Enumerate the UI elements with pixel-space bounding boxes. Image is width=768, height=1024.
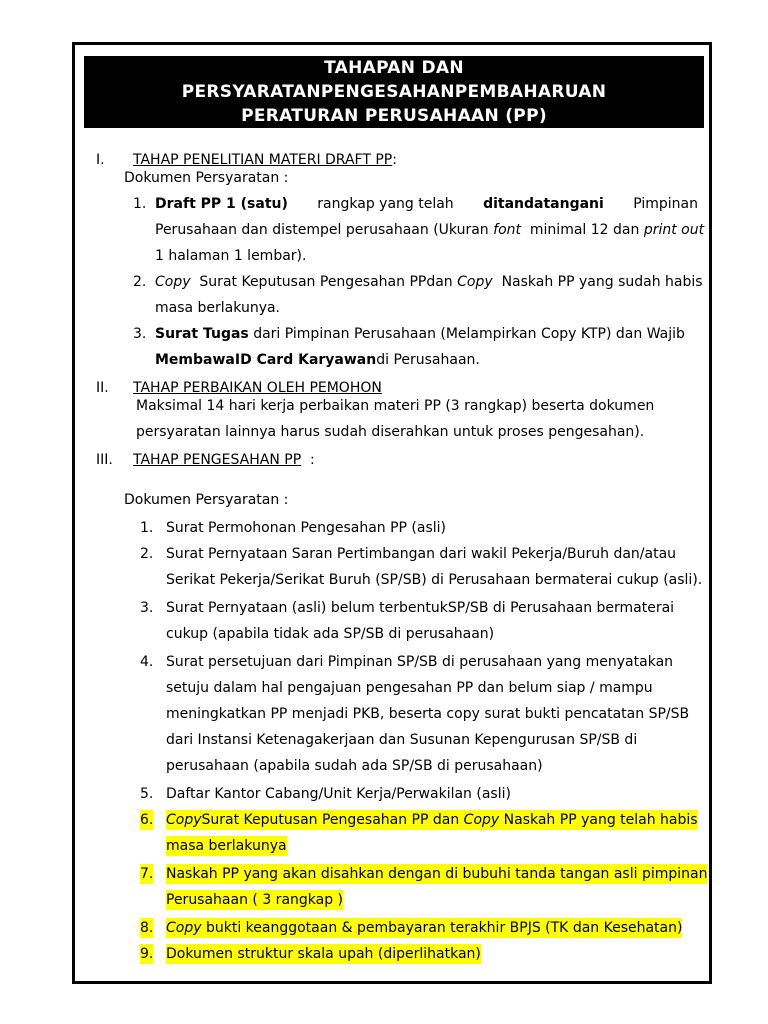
- s1-item-2-line-1: [155, 272, 703, 292]
- title-line-1: TAHAPAN DAN: [324, 58, 464, 78]
- s3-item-3-line-2: cukup (apabila tidak ada SP/SB di perusahaan): [166, 626, 495, 642]
- section-2-line-2: persyaratan lainnya harus sudah diserahkan untuk proses pengesahan).: [136, 424, 645, 440]
- s3-item-9-line-1: Dokumen struktur skala upah (diperlihatkan): [166, 946, 481, 962]
- section-1-heading-line: [133, 150, 397, 170]
- s1-item-3-line-2: [155, 350, 480, 370]
- copy-italic-5: Copy: [166, 920, 202, 936]
- section-2-heading: TAHAP PERBAIKAN OLEH PEMOHON: [133, 380, 382, 396]
- s3-item-4-line-1: Surat persetujuan dari Pimpinan SP/SB di perusahaan yang menyatakan: [166, 654, 674, 670]
- s3-item-6-number: 6.: [140, 812, 154, 828]
- copy-italic-2: Copy: [457, 274, 493, 290]
- s1-item-2-line-2: masa berlakunya.: [155, 300, 281, 316]
- s1-item-1-line-3: 1 halaman 1 lembar).: [155, 248, 307, 264]
- section-1-heading: TAHAP PENELITIAN MATERI DRAFT PP: [133, 152, 393, 168]
- s1-item-1-number: 1.: [133, 196, 147, 212]
- s3-item-6-text-2: Naskah PP yang telah habis: [503, 812, 698, 828]
- title-line-2: PERSYARATANPENGESAHANPEMBAHARUAN: [181, 82, 607, 102]
- print-out-italic: print out: [643, 222, 705, 238]
- s3-item-4-line-5: perusahaan (apabila sudah ada SP/SB di perusahaan): [166, 758, 543, 774]
- s3-item-7-line-1: Naskah PP yang akan disahkan dengan di bubuhi tanda tangan asli pimpinan: [166, 866, 708, 882]
- s3-item-4-line-4: dari Instansi Ketenagakerjaan dan Susunan Kepengurusan SP/SB di: [166, 732, 638, 748]
- s3-item-8-number: 8.: [140, 920, 154, 936]
- s1-item-3-line-1: [155, 324, 685, 344]
- section-1-colon: :: [392, 152, 397, 168]
- section-3-heading: TAHAP PENGESAHAN PP: [133, 452, 302, 468]
- title-line-3: PERATURAN PERUSAHAAN (PP): [241, 106, 547, 126]
- s3-item-4-line-3: meningkatkan PP menjadi PKB, beserta copy surat bukti pencatatan SP/SB: [166, 706, 690, 722]
- s3-item-9-number: 9.: [140, 946, 154, 962]
- s3-item-5-number: 5.: [140, 786, 154, 802]
- s3-item-6-text-1: Surat Keputusan Pengesahan PP dan: [201, 812, 460, 828]
- font-italic: font: [493, 222, 521, 238]
- s3-item-2-line-1: Surat Pernyataan Saran Pertimbangan dari wakil Pekerja/Buruh dan/atau: [166, 546, 677, 562]
- document-title: [84, 56, 704, 128]
- s3-item-8-text: bukti keanggotaan & pembayaran terakhir BPJS (TK dan Kesehatan): [205, 920, 683, 936]
- s3-item-5-line-1: Daftar Kantor Cabang/Unit Kerja/Perwakilan (asli): [166, 786, 511, 802]
- s1-item-3-number: 3.: [133, 326, 147, 342]
- s1-item-1-text-2: Pimpinan: [633, 196, 698, 212]
- s1-item-1-line-2: [155, 220, 704, 240]
- s3-item-4-line-2: setuju dalam hal pengajuan pengesahan PP dan belum siap / mampu: [166, 680, 653, 696]
- s1-item-1-bold-1: Draft PP 1 (satu): [155, 196, 288, 212]
- section-1-doc-label: Dokumen Persyaratan :: [124, 170, 289, 186]
- s1-item-3-text-2: di Perusahaan.: [376, 352, 480, 368]
- s1-item-1-line-1: [155, 194, 698, 214]
- s1-item-1-line-2b: minimal 12 dan: [529, 222, 640, 238]
- copy-italic-3: Copy: [166, 812, 202, 828]
- s3-item-7-number: 7.: [140, 866, 154, 882]
- copy-italic: Copy: [155, 274, 191, 290]
- s3-item-8-line-1: [166, 918, 682, 938]
- section-3-colon: :: [310, 452, 315, 468]
- section-2-line-1: Maksimal 14 hari kerja perbaikan materi PP (3 rangkap) beserta dokumen: [136, 398, 655, 414]
- s3-item-2-number: 2.: [140, 546, 154, 562]
- section-1-number: I.: [96, 152, 105, 168]
- section-3-heading-line: [133, 450, 315, 470]
- s1-item-2-number: 2.: [133, 274, 147, 290]
- s1-item-3-bold-1: Surat Tugas: [155, 326, 249, 342]
- s3-item-3-line-1: Surat Pernyataan (asli) belum terbentukSP/SB di Perusahaan bermaterai: [166, 600, 675, 616]
- s3-item-3-number: 3.: [140, 600, 154, 616]
- section-2-number: II.: [96, 380, 109, 396]
- s1-item-2-text-1: Surat Keputusan Pengesahan PPdan: [199, 274, 453, 290]
- s1-item-3-bold-2: MembawaID Card Karyawan: [155, 352, 377, 368]
- s3-item-1-line-1: Surat Permohonan Pengesahan PP (asli): [166, 520, 447, 536]
- section-3-doc-label: Dokumen Persyaratan :: [124, 492, 289, 508]
- s1-item-1-line-2a: Perusahaan dan distempel perusahaan (Ukuran: [155, 222, 489, 238]
- section-3-number: III.: [96, 452, 113, 468]
- s1-item-1-text-1: rangkap yang telah: [317, 196, 454, 212]
- s3-item-6-line-2: masa berlakunya: [166, 838, 287, 854]
- s3-item-7-line-2: Perusahaan ( 3 rangkap ): [166, 892, 344, 908]
- s3-item-2-line-2: Serikat Pekerja/Serikat Buruh (SP/SB) di Perusahaan bermaterai cukup (asli).: [166, 572, 703, 588]
- s3-item-4-number: 4.: [140, 654, 154, 670]
- s3-item-1-number: 1.: [140, 520, 154, 536]
- s1-item-3-text-1: dari Pimpinan Perusahaan (Melampirkan Copy KTP) dan Wajib: [253, 326, 685, 342]
- s1-item-1-bold-2: ditandatangani: [483, 196, 604, 212]
- copy-italic-4: Copy: [463, 812, 500, 828]
- s1-item-2-text-2: Naskah PP yang sudah habis: [501, 274, 703, 290]
- s3-item-6-line-1: [166, 810, 698, 830]
